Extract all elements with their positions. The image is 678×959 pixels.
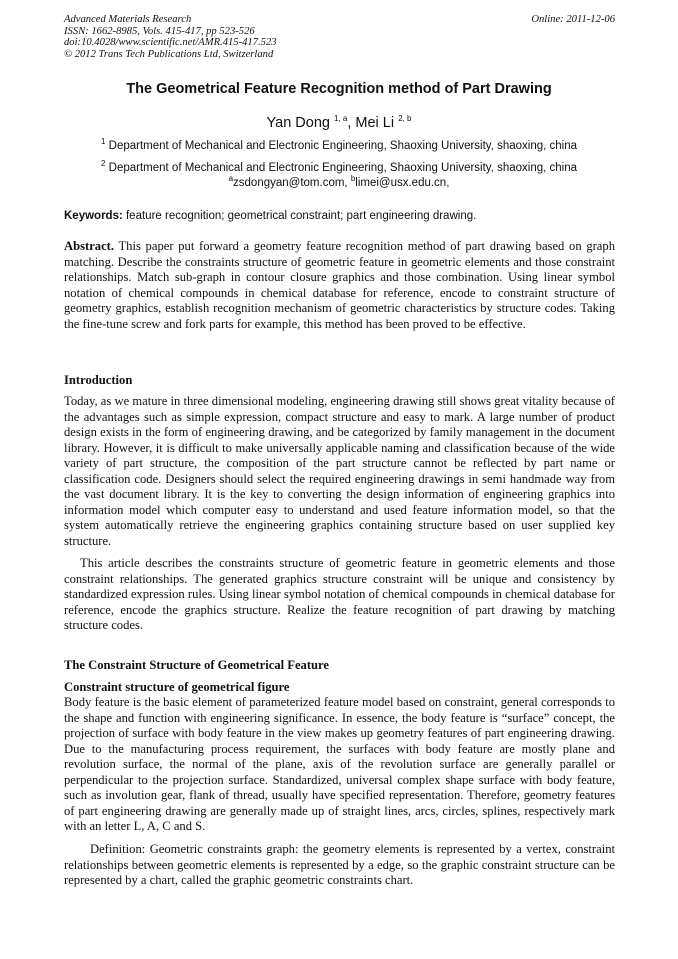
abstract-text: This paper put forward a geometry feature recognition method of part drawing based on graph matching. Describe the constraints structure of geometric feature in geometric elements and those constraint relationships. Match sub-graph in contour closure graphics and those combination. Using linear symbol notation of chemical compounds in chemical database for reference, encode to constraint structure of geometry graphics, establish recognition mechanism of geometric characteristics by structure codes. Taking the fine-tune screw and fork parts for example, this method has been proved to be effective. xyxy=(64,239,615,331)
affiliation-number: 2 xyxy=(100,159,106,169)
journal-header xyxy=(64,14,615,60)
section-heading-introduction: Introduction xyxy=(64,373,133,387)
subsection-heading: Constraint structure of geometrical figure xyxy=(64,680,290,694)
intro-paragraph-1: Today, as we mature in three dimensional modeling, engineering drawing still shows great vitality because of the advantages such as simple expression, compact structure and easy to mark. A large number of product design exists in the form of engineering drawing, and be categorized by family management in the document library. However, it is difficult to make universally applicable naming and classification because of the wide variety of part structure, the composition of the part structure cannot be reflected by part name or classification code. Designers should select the required engineering drawings in semi handmade way from the vast document library. It is the key to converting the design information of engineering graphics into information model which computer easy to understand and used feature information model, so that the system automatically retrieve the engineering graphics containing structure based on user supplied key structure. xyxy=(64,394,615,548)
affiliation-2 xyxy=(0,161,678,175)
section2-paragraph-2: Definition: Geometric constraints graph: the geometry elements is represented by a vertex, constraint relationships between geometric elements is represented by a edge, so the graphic constraint structure can be represented by a chart, called the graphic geometric constraints chart. xyxy=(64,842,615,887)
copyright-line: © 2012 Trans Tech Publications Ltd, Switzerland xyxy=(64,48,274,60)
doi-line: doi:10.4028/www.scientific.net/AMR.415-417.523 xyxy=(64,37,277,48)
author-separator: , xyxy=(347,115,356,131)
affiliation-text: Department of Mechanical and Electronic Engineering, Shaoxing University, shaoxing, china xyxy=(108,140,577,152)
author-superscript: 2, b xyxy=(398,114,412,124)
abstract xyxy=(64,239,615,332)
keywords-text: feature recognition; geometrical constraint; part engineering drawing. xyxy=(122,210,477,222)
journal-name: Advanced Materials Research xyxy=(64,14,192,25)
keywords xyxy=(64,210,615,222)
author-superscript: 1, a xyxy=(333,114,348,124)
online-date: Online: 2011-12-06 xyxy=(531,14,615,25)
keywords-label: Keywords: xyxy=(64,210,123,222)
abstract-label: Abstract. xyxy=(64,239,115,253)
affiliation-1 xyxy=(0,139,678,153)
affiliation-number: 1 xyxy=(100,137,106,147)
intro-paragraph-2: This article describes the constraints structure of geometric feature in geometric elements and those constraint relationships. The generated graphics structure constraint will be unique and consistency by standardized expression rules. Using linear symbol notation of chemical compounds in chemical database for reference, encode the graphics structure. Realize the feature recognition of part drawing by matching structure codes. xyxy=(64,556,615,632)
email-address[interactable]: zsdongyan@tom.com, xyxy=(233,177,351,189)
issn-line: ISSN: 1662-8985, Vols. 415-417, pp 523-526 xyxy=(64,25,255,37)
section-heading-constraint: The Constraint Structure of Geometrical Feature xyxy=(64,658,329,672)
section2-paragraph-1: Body feature is the basic element of parameterized feature model based on constraint, general corresponds to the shape and function with engineering significance. In essence, the body feature is “surface” concept, the projection of surface with body feature in the view makes up geometry features of part engineering drawing. Due to the manufacturing process requirement, the surfaces with body feature are mostly plane and revolution surface, the normal of the plane, axis of the revolution surface are generally parallel or perpendicular to the projection surface. Standardized, universal complex shape surface with body feature, such as involution gear, flank of thread, usually have specified representation. Therefore, geometry features of part engineering drawing are generally made up of straight lines, arcs, circles, splines, respectively mark with an letter L, A, C and S. xyxy=(64,695,615,833)
email-superscript: a xyxy=(228,174,234,184)
email-line xyxy=(0,176,678,190)
email-address[interactable]: limei@usx.edu.cn, xyxy=(355,177,450,189)
author-name: Yan Dong xyxy=(266,115,330,131)
paper-title: The Geometrical Feature Recognition method of Part Drawing xyxy=(126,81,552,97)
author-name: Mei Li xyxy=(355,115,395,131)
email-superscript: b xyxy=(350,174,356,184)
affiliation-text: Department of Mechanical and Electronic Engineering, Shaoxing University, shaoxing, china xyxy=(108,162,577,174)
author-line xyxy=(0,115,678,131)
